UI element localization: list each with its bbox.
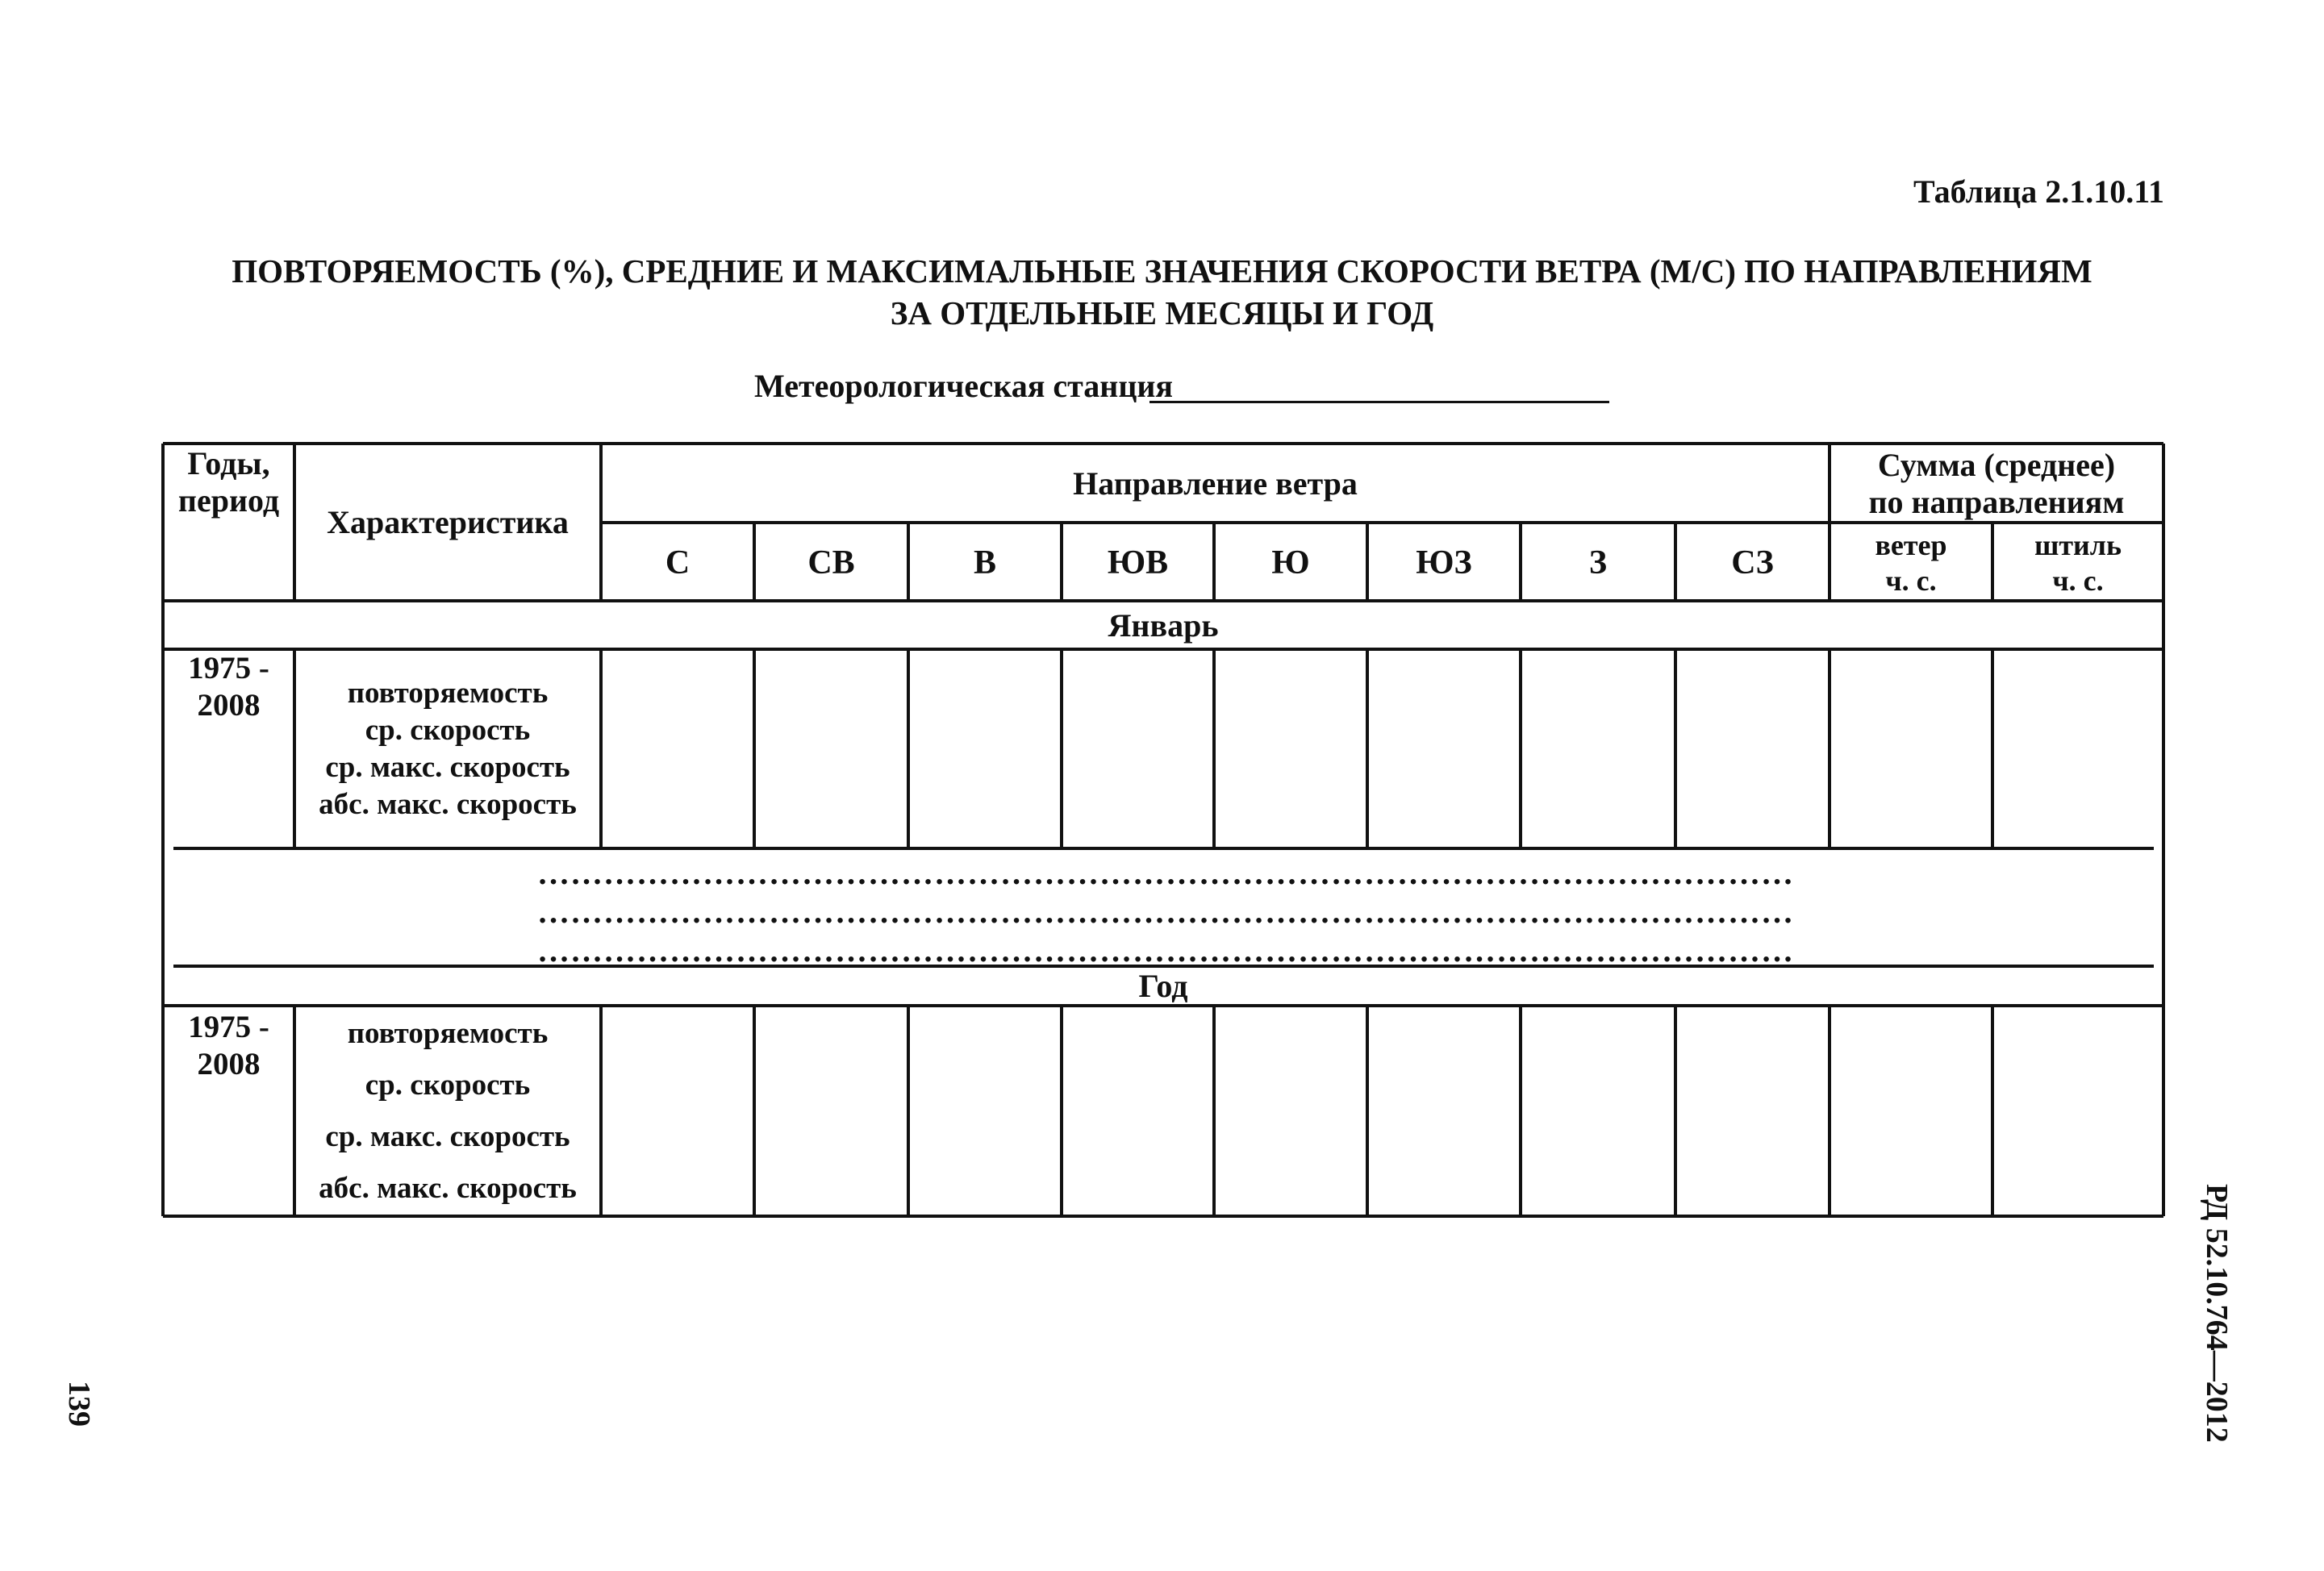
direction-sw: ЮЗ bbox=[1416, 544, 1472, 581]
ellipsis-line: …………………………………………………………………………………………………… bbox=[537, 931, 1794, 969]
sum-header-line-2: по направлениям bbox=[1868, 484, 2125, 520]
ellipsis-line: …………………………………………………………………………………………………… bbox=[537, 893, 1794, 930]
page-number: 139 bbox=[62, 1381, 96, 1427]
period-line-2: 2008 bbox=[197, 1047, 261, 1081]
direction-e: В bbox=[973, 544, 996, 581]
calm-unit: ч. с. bbox=[2052, 564, 2104, 597]
characteristics-cell bbox=[296, 1007, 599, 1215]
ellipsis-line: …………………………………………………………………………………………………… bbox=[537, 854, 1794, 891]
wind-label: ветер bbox=[1875, 528, 1947, 561]
years-header-line-1: Годы, bbox=[187, 445, 270, 481]
characteristic-avg-max-speed: ср. макс. скорость bbox=[325, 750, 570, 784]
direction-ne: СВ bbox=[807, 544, 855, 581]
characteristic-abs-max-speed: абс. макс. скорость bbox=[319, 787, 577, 821]
calm-label: штиль bbox=[2034, 528, 2122, 561]
station-label: Метеорологическая станция bbox=[754, 368, 1174, 404]
characteristic-frequency: повторяемость bbox=[347, 676, 549, 710]
section-title-january: Январь bbox=[1108, 607, 1219, 644]
document-code: РД 52.10.764—2012 bbox=[2200, 1184, 2234, 1443]
period-line-1: 1975 - bbox=[188, 1010, 269, 1044]
characteristic-header: Характеристика bbox=[327, 503, 569, 540]
table-number: Таблица 2.1.10.11 bbox=[1913, 173, 2164, 210]
title-line-2: ЗА ОТДЕЛЬНЫЕ МЕСЯЦЫ И ГОД bbox=[890, 294, 1434, 331]
characteristic-abs-max-speed: абс. макс. скорость bbox=[319, 1171, 577, 1205]
period-line-1: 1975 - bbox=[188, 651, 269, 685]
direction-se: ЮВ bbox=[1107, 544, 1169, 581]
direction-n: С bbox=[665, 544, 691, 581]
wind-unit: ч. с. bbox=[1885, 564, 1937, 597]
calm-column-header bbox=[1994, 524, 2162, 601]
period-line-2: 2008 bbox=[197, 688, 261, 723]
section-title-year: Год bbox=[1138, 968, 1188, 1004]
direction-nw: СЗ bbox=[1731, 544, 1774, 581]
direction-s: Ю bbox=[1271, 544, 1310, 581]
characteristic-avg-speed: ср. скорость bbox=[365, 1068, 531, 1102]
period-cell bbox=[165, 651, 293, 723]
characteristic-frequency: повторяемость bbox=[347, 1016, 549, 1050]
characteristic-avg-speed: ср. скорость bbox=[365, 713, 531, 747]
years-header-line-2: период bbox=[177, 482, 280, 519]
sum-header bbox=[1831, 445, 2162, 523]
period-cell bbox=[165, 1007, 293, 1085]
direction-w: З bbox=[1588, 544, 1608, 581]
characteristics-cell bbox=[296, 651, 599, 847]
sum-header-line-1: Сумма (среднее) bbox=[1877, 447, 2116, 483]
wind-column-header bbox=[1831, 524, 1991, 601]
years-header bbox=[165, 445, 293, 523]
wind-direction-header: Направление ветра bbox=[1073, 465, 1358, 502]
title-line-1: ПОВТОРЯЕМОСТЬ (%), СРЕДНИЕ И МАКСИМАЛЬНЫЕ ЗНАЧЕНИЯ СКОРОСТИ ВЕТРА (М/С) ПО НАПРАВЛЕНИЯМ bbox=[232, 252, 2092, 290]
characteristic-avg-max-speed: ср. макс. скорость bbox=[325, 1119, 570, 1153]
